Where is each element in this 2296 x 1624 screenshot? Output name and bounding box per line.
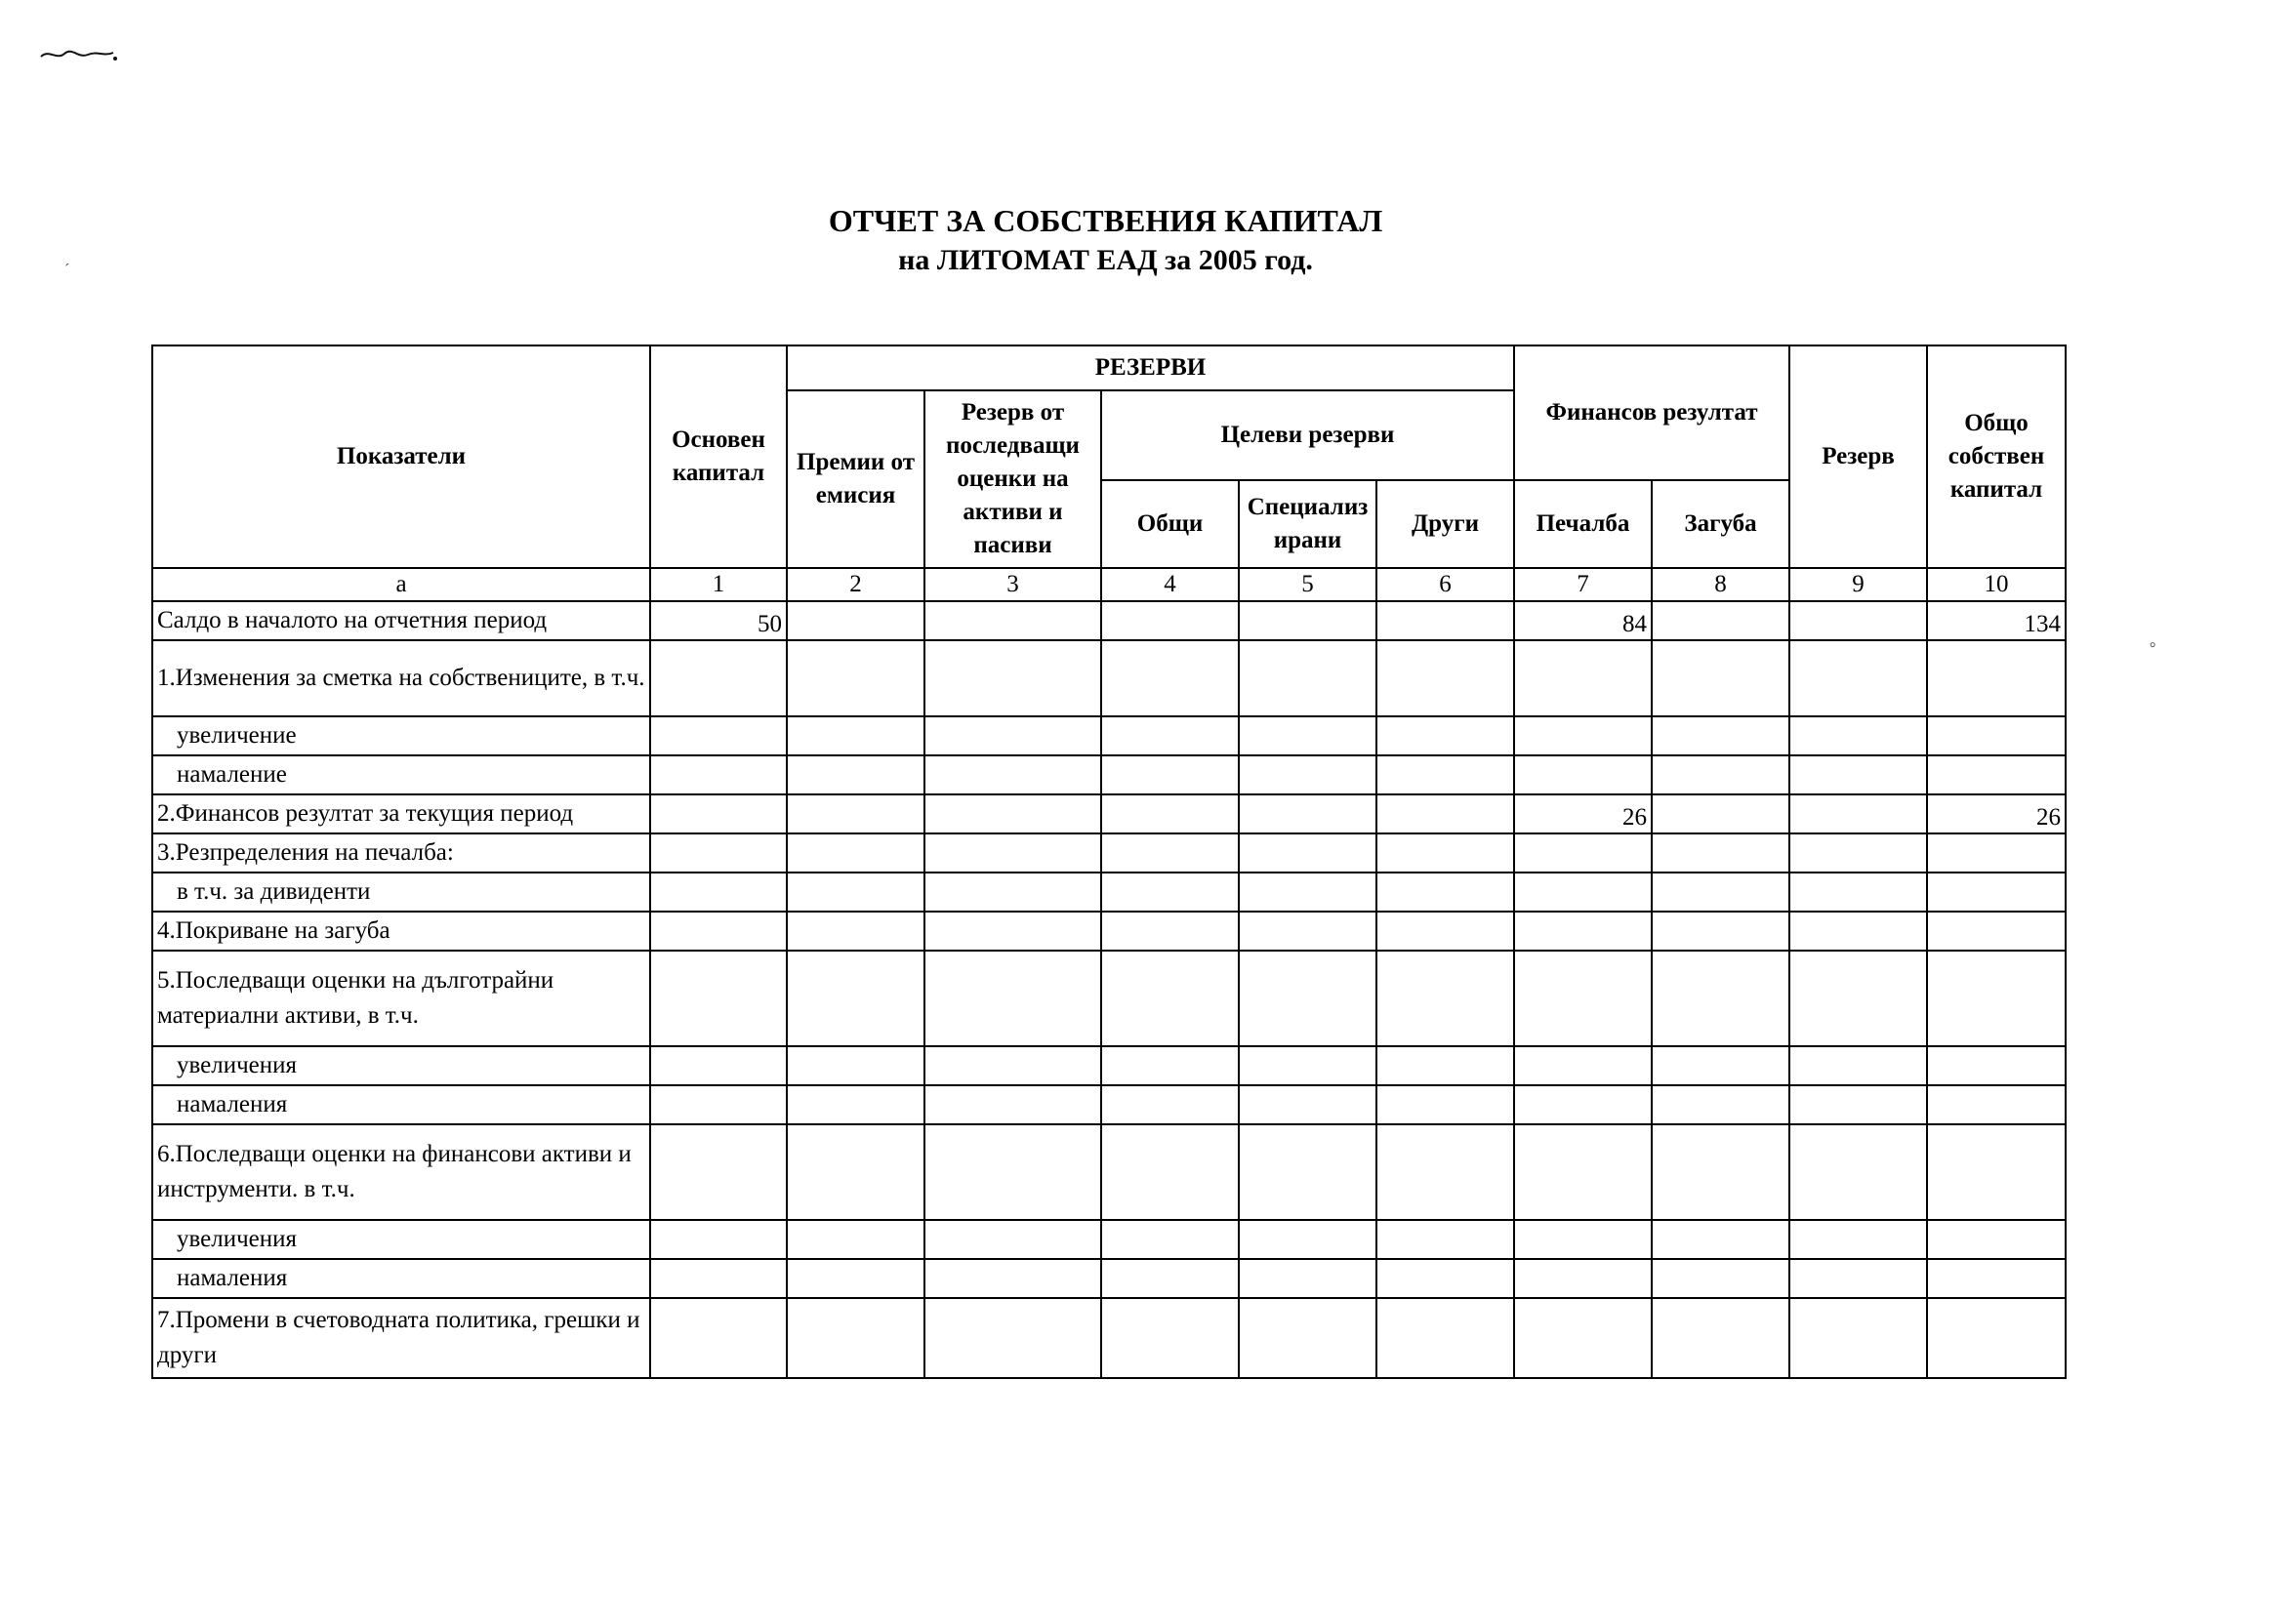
header-revaluation-reserve: Резерв от последващи оценки на активи и пасиви (924, 390, 1101, 568)
report-title: ОТЧЕТ ЗА СОБСТВЕНИЯ КАПИТАЛ (828, 203, 1383, 238)
table-row (152, 1220, 2066, 1259)
value-cell (1514, 1259, 1652, 1298)
header-specialized: Специализирани (1239, 480, 1376, 568)
value-cell (1927, 1046, 2066, 1085)
value-cell (1376, 833, 1514, 873)
column-number: 3 (924, 568, 1101, 601)
value-cell (1652, 912, 1789, 951)
value-cell (1652, 951, 1789, 1046)
value-cell (924, 1124, 1101, 1220)
table-row (152, 1085, 2066, 1124)
value-cell (650, 794, 787, 833)
value-cell (1239, 1259, 1376, 1298)
speck-mark: ˊ (64, 262, 70, 278)
value-cell (1376, 1046, 1514, 1085)
row-label: в т.ч. за дивиденти (152, 873, 650, 912)
value-cell (924, 1220, 1101, 1259)
table-row (152, 640, 2066, 716)
value-cell (650, 912, 787, 951)
row-label: 5.Последващи оценки на дълготрайни материални активи, в т.ч. (152, 951, 650, 1046)
value-cell (924, 1259, 1101, 1298)
header-other: Други (1376, 480, 1514, 568)
value-cell (1927, 716, 2066, 755)
value-cell: 26 (1927, 794, 2066, 833)
table-row (152, 833, 2066, 873)
value-cell (1652, 1046, 1789, 1085)
header-issue-premiums: Премии от емисия (787, 390, 924, 568)
value-cell (1514, 873, 1652, 912)
value-cell (650, 1220, 787, 1259)
value-cell (1652, 755, 1789, 794)
value-cell (650, 640, 787, 716)
value-cell (1789, 1085, 1927, 1124)
value-cell (787, 912, 924, 951)
value-cell (1927, 1259, 2066, 1298)
report-subtitle: на ЛИТОМАТ ЕАД за 2005 год. (898, 244, 1313, 276)
row-label: намаления (152, 1259, 650, 1298)
value-cell (1239, 873, 1376, 912)
value-cell (787, 1298, 924, 1378)
header-profit: Печалба (1514, 480, 1652, 568)
header-general: Общи (1101, 480, 1239, 568)
column-number: 2 (787, 568, 924, 601)
value-cell (1514, 716, 1652, 755)
table-row (152, 601, 2066, 640)
value-cell (1376, 1085, 1514, 1124)
value-cell (1789, 794, 1927, 833)
value-cell (1927, 1298, 2066, 1378)
value-cell (1101, 640, 1239, 716)
value-cell (650, 755, 787, 794)
value-cell (787, 1220, 924, 1259)
value-cell (1789, 1259, 1927, 1298)
value-cell (1789, 1220, 1927, 1259)
column-number: 6 (1376, 568, 1514, 601)
table-row (152, 1298, 2066, 1378)
value-cell: 134 (1927, 601, 2066, 640)
value-cell (650, 873, 787, 912)
value-cell (1927, 951, 2066, 1046)
value-cell (1101, 912, 1239, 951)
value-cell (787, 873, 924, 912)
value-cell (1789, 640, 1927, 716)
value-cell (1239, 601, 1376, 640)
value-cell (1101, 601, 1239, 640)
value-cell (1101, 951, 1239, 1046)
value-cell (1514, 1085, 1652, 1124)
value-cell (1376, 601, 1514, 640)
value-cell: 50 (650, 601, 787, 640)
value-cell (924, 640, 1101, 716)
row-label: 6.Последващи оценки на финансови активи и инструменти. в т.ч. (152, 1124, 650, 1220)
value-cell (1239, 1085, 1376, 1124)
speck-mark: ° (2150, 640, 2156, 657)
table-row (152, 716, 2066, 755)
value-cell (1652, 640, 1789, 716)
value-cell (1376, 640, 1514, 716)
table-row (152, 951, 2066, 1046)
value-cell (1789, 833, 1927, 873)
value-cell (1239, 716, 1376, 755)
header-total-equity: Общо собствен капитал (1927, 345, 2066, 568)
row-label: увеличения (152, 1220, 650, 1259)
row-label: Салдо в началото на отчетния период (152, 601, 650, 640)
row-label: 2.Финансов резултат за текущия период (152, 794, 650, 833)
value-cell (650, 716, 787, 755)
value-cell (1101, 1085, 1239, 1124)
value-cell (1101, 833, 1239, 873)
value-cell (1514, 1124, 1652, 1220)
value-cell (1789, 951, 1927, 1046)
value-cell (787, 1046, 924, 1085)
row-label: намаления (152, 1085, 650, 1124)
value-cell (1514, 912, 1652, 951)
report-title-block (0, 200, 2211, 280)
table-row (152, 1046, 2066, 1085)
value-cell (1239, 1124, 1376, 1220)
row-label: увеличение (152, 716, 650, 755)
value-cell (1101, 1298, 1239, 1378)
value-cell (1652, 716, 1789, 755)
value-cell (650, 1259, 787, 1298)
value-cell (787, 755, 924, 794)
column-number: 9 (1789, 568, 1927, 601)
value-cell (924, 833, 1101, 873)
value-cell (924, 951, 1101, 1046)
value-cell (1652, 1220, 1789, 1259)
value-cell (1652, 1124, 1789, 1220)
value-cell (1101, 1124, 1239, 1220)
value-cell (1652, 873, 1789, 912)
value-cell (1789, 1298, 1927, 1378)
table-row (152, 1124, 2066, 1220)
value-cell (1514, 755, 1652, 794)
value-cell (1789, 601, 1927, 640)
row-label: 7.Промени в счетоводната политика, грешки и други (152, 1298, 650, 1378)
value-cell (1239, 833, 1376, 873)
column-number-row (152, 568, 2066, 601)
value-cell (787, 601, 924, 640)
value-cell (924, 716, 1101, 755)
value-cell (1376, 1220, 1514, 1259)
value-cell (1376, 1298, 1514, 1378)
report-body (152, 601, 2066, 1378)
value-cell (924, 873, 1101, 912)
column-number: 5 (1239, 568, 1376, 601)
value-cell (1789, 716, 1927, 755)
column-number: 1 (650, 568, 787, 601)
value-cell (1239, 1220, 1376, 1259)
value-cell (924, 794, 1101, 833)
value-cell (1652, 1085, 1789, 1124)
value-cell (1789, 755, 1927, 794)
value-cell (1652, 1259, 1789, 1298)
value-cell: 84 (1514, 601, 1652, 640)
table-row (152, 1259, 2066, 1298)
value-cell (1652, 794, 1789, 833)
header-reserves: РЕЗЕРВИ (787, 345, 1514, 390)
column-number: 10 (1927, 568, 2066, 601)
value-cell (1514, 951, 1652, 1046)
value-cell (1239, 794, 1376, 833)
value-cell (1789, 912, 1927, 951)
value-cell (1652, 601, 1789, 640)
value-cell (1101, 755, 1239, 794)
value-cell (1927, 1124, 2066, 1220)
value-cell (1376, 1124, 1514, 1220)
value-cell (787, 951, 924, 1046)
value-cell (1239, 951, 1376, 1046)
header-loss: Загуба (1652, 480, 1789, 568)
header-financial-result: Финансов резултат (1514, 345, 1789, 480)
value-cell (1101, 794, 1239, 833)
value-cell (1239, 1046, 1376, 1085)
value-cell (1927, 755, 2066, 794)
value-cell (924, 912, 1101, 951)
row-label: 3.Резпределения на печалба: (152, 833, 650, 873)
handwritten-scribble (39, 45, 117, 64)
value-cell (1101, 873, 1239, 912)
value-cell (1652, 833, 1789, 873)
table-row (152, 794, 2066, 833)
value-cell (650, 833, 787, 873)
row-label: 1.Изменения за сметка на собствениците, в т.ч. (152, 640, 650, 716)
value-cell (787, 716, 924, 755)
column-number: 7 (1514, 568, 1652, 601)
value-cell (1376, 794, 1514, 833)
value-cell (1789, 1124, 1927, 1220)
value-cell (1927, 1220, 2066, 1259)
value-cell (1927, 912, 2066, 951)
value-cell (1239, 1298, 1376, 1378)
value-cell (924, 755, 1101, 794)
value-cell (1514, 1220, 1652, 1259)
row-label: намаление (152, 755, 650, 794)
value-cell (1514, 640, 1652, 716)
value-cell (650, 1298, 787, 1378)
value-cell (787, 640, 924, 716)
value-cell (1376, 716, 1514, 755)
value-cell (787, 1124, 924, 1220)
header-indicators: Показатели (152, 345, 650, 568)
row-label: 4.Покриване на загуба (152, 912, 650, 951)
header-target-reserves: Целеви резерви (1101, 390, 1514, 480)
value-cell (1927, 873, 2066, 912)
equity-report-table (151, 345, 2067, 1379)
value-cell (1514, 1298, 1652, 1378)
value-cell (1376, 1259, 1514, 1298)
column-number: 8 (1652, 568, 1789, 601)
value-cell (1376, 912, 1514, 951)
value-cell (1652, 1298, 1789, 1378)
value-cell (1927, 640, 2066, 716)
column-number: а (152, 568, 650, 601)
value-cell (787, 1259, 924, 1298)
row-label: увеличения (152, 1046, 650, 1085)
value-cell (787, 794, 924, 833)
value-cell (1239, 640, 1376, 716)
value-cell (650, 1085, 787, 1124)
value-cell (1101, 1259, 1239, 1298)
value-cell (1376, 873, 1514, 912)
table-row (152, 912, 2066, 951)
table-row (152, 873, 2066, 912)
value-cell (1376, 755, 1514, 794)
value-cell (1101, 1220, 1239, 1259)
value-cell (924, 1046, 1101, 1085)
value-cell: 26 (1514, 794, 1652, 833)
value-cell (1514, 1046, 1652, 1085)
value-cell (1239, 912, 1376, 951)
value-cell (1376, 951, 1514, 1046)
value-cell (787, 833, 924, 873)
table-row (152, 755, 2066, 794)
value-cell (924, 1298, 1101, 1378)
value-cell (1789, 873, 1927, 912)
value-cell (1239, 755, 1376, 794)
value-cell (924, 601, 1101, 640)
value-cell (1927, 1085, 2066, 1124)
value-cell (1101, 716, 1239, 755)
value-cell (924, 1085, 1101, 1124)
header-basic-capital: Основен капитал (650, 345, 787, 568)
value-cell (1789, 1046, 1927, 1085)
value-cell (1927, 833, 2066, 873)
column-number: 4 (1101, 568, 1239, 601)
header-reserve: Резерв (1789, 345, 1927, 568)
value-cell (1514, 833, 1652, 873)
value-cell (650, 951, 787, 1046)
value-cell (650, 1046, 787, 1085)
value-cell (1101, 1046, 1239, 1085)
value-cell (650, 1124, 787, 1220)
value-cell (787, 1085, 924, 1124)
